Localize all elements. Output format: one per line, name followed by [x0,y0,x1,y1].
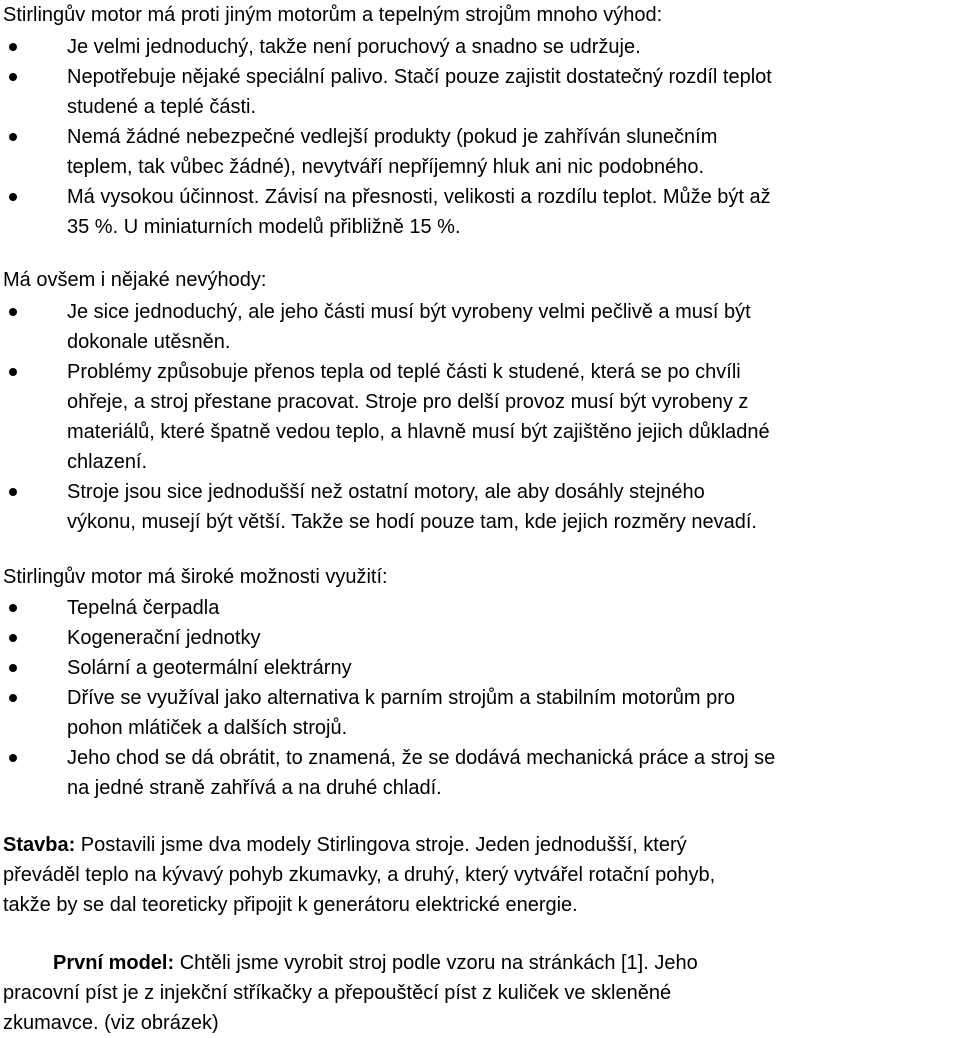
uses-heading: Stirlingův motor má široké možnosti využití: [3,566,388,588]
paragraph-line: převáděl teplo na kývavý pohyb zkumavky, a druhý, který vytvářel rotační pohyb, [3,864,716,886]
list-item [0,743,960,803]
paragraph-line: pracovní píst je z injekční stříkačky a přepouštěcí píst z kuliček ve skleněné [3,982,672,1004]
list-item [0,623,960,653]
list-item-text: pohon mlátiček a dalších strojů. [67,717,348,739]
list-item-text: 35 %. U miniaturních modelů přibližně 15 %. [67,216,461,238]
list-item-text: Je velmi jednoduchý, takže není poruchový a snadno se udržuje. [67,36,641,58]
list-item-text: Tepelná čerpadla [67,597,220,619]
bullet-icon [9,604,17,612]
list-item [0,653,960,683]
list-item-text: Solární a geotermální elektrárny [67,657,352,679]
list-item-text: Dříve se využíval jako alternativa k parním strojům a stabilním motorům pro [67,687,736,709]
bullet-icon [9,308,17,316]
disadvantages-list [0,297,960,537]
bullet-icon [9,368,17,376]
list-item-text: výkonu, musejí být větší. Takže se hodí pouze tam, kde jejich rozměry nevadí. [67,511,757,533]
prvni-model-paragraph [3,948,958,1038]
list-item-text: teplem, tak vůbec žádné), nevytváří nepříjemný hluk ani nic podobného. [67,156,705,178]
paragraph-line [3,948,958,978]
paragraph-line [3,830,958,860]
list-item-text: studené a teplé části. [67,96,257,118]
list-item [0,357,960,477]
list-item [0,122,960,182]
list-item [0,62,960,122]
list-item-text: chlazení. [67,451,148,473]
list-item-text: materiálů, které špatně vedou teplo, a hlavně musí být zajištěno jejich důkladné [67,421,770,443]
list-item-text: Stroje jsou sice jednodušší než ostatní motory, ale aby dosáhly stejného [67,481,705,503]
paragraph-line: takže by se dal teoreticky připojit k generátoru elektrické energie. [3,894,578,916]
prvni-model-label: První model: [53,952,175,974]
prvni-model-text: Chtěli jsme vyrobit stroj podle vzoru na stránkách [1]. Jeho [174,952,698,974]
uses-list [0,593,960,803]
stavba-text: Postavili jsme dva modely Stirlingova stroje. Jeden jednodušší, který [75,834,687,856]
list-item-text: Kogenerační jednotky [67,627,261,649]
list-item [0,683,960,743]
list-item-text: Nepotřebuje nějaké speciální palivo. Stačí pouze zajistit dostatečný rozdíl teplot [67,66,772,88]
stavba-paragraph [3,830,958,920]
list-item-text: Problémy způsobuje přenos tepla od teplé části k studené, která se po chvíli [67,361,741,383]
list-item [0,297,960,357]
bullet-icon [9,488,17,496]
bullet-icon [9,43,17,51]
bullet-icon [9,193,17,201]
bullet-icon [9,634,17,642]
list-item [0,182,960,242]
disadvantages-heading: Má ovšem i nějaké nevýhody: [3,269,267,291]
advantages-heading: Stirlingův motor má proti jiným motorům a tepelným strojům mnoho výhod: [3,4,663,26]
list-item-text: Nemá žádné nebezpečné vedlejší produkty (pokud je zahříván slunečním [67,126,718,148]
list-item [0,32,960,62]
list-item-text: Je sice jednoduchý, ale jeho části musí být vyrobeny velmi pečlivě a musí být [67,301,751,323]
list-item [0,477,960,537]
list-item-text: Má vysokou účinnost. Závisí na přesnosti, velikosti a rozdílu teplot. Může být až [67,186,771,208]
bullet-icon [9,73,17,81]
list-item-text: na jedné straně zahřívá a na druhé chladí. [67,777,442,799]
list-item-text: dokonale utěsněn. [67,331,231,353]
bullet-icon [9,694,17,702]
list-item-text: ohřeje, a stroj přestane pracovat. Stroje pro delší provoz musí být vyrobeny z [67,391,749,413]
list-item [0,593,960,623]
bullet-icon [9,664,17,672]
bullet-icon [9,133,17,141]
bullet-icon [9,754,17,762]
stavba-label: Stavba: [3,834,76,856]
list-item-text: Jeho chod se dá obrátit, to znamená, že se dodává mechanická práce a stroj se [67,747,776,769]
advantages-list [0,32,960,242]
paragraph-line: zkumavce. (viz obrázek) [3,1012,219,1034]
